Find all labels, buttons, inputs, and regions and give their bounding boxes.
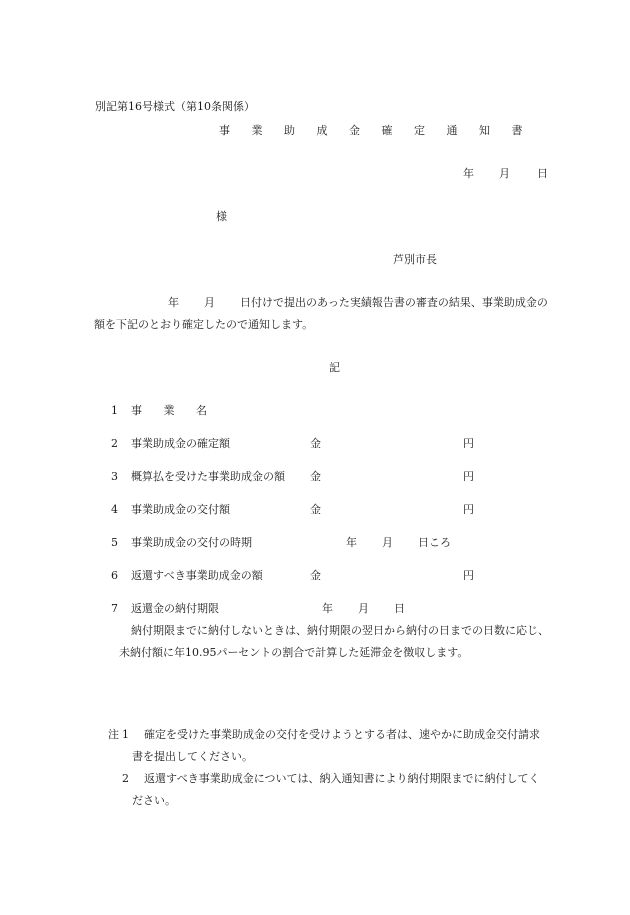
- issuer: 芦別市長: [393, 253, 437, 266]
- document-title: 事 業 助 成 金 確 定 通 知 書: [219, 124, 532, 137]
- item-7-year: 年: [322, 602, 333, 615]
- item-4-number: 4: [111, 503, 118, 516]
- item-3-kin: 金: [310, 470, 321, 483]
- addressee: 様: [216, 210, 227, 223]
- item-5-month: 月: [382, 536, 393, 549]
- item-2-number: 2: [111, 437, 118, 450]
- item-3-number: 3: [111, 470, 118, 483]
- item-7-number: 7: [111, 602, 118, 615]
- body-text-line1: 日付けで提出のあった実績報告書の審査の結果、事業助成金の: [240, 296, 548, 309]
- item-6-label: 返還すべき事業助成金の額: [131, 569, 263, 582]
- item-5-label: 事業助成金の交付の時期: [131, 536, 252, 549]
- item-2-label: 事業助成金の確定額: [131, 437, 230, 450]
- item-4-kin: 金: [310, 503, 321, 516]
- note-2-number: 2: [122, 772, 129, 785]
- item-5-year: 年: [346, 536, 357, 549]
- item-4-label: 事業助成金の交付額: [131, 503, 230, 516]
- item-3-label: 概算払を受けた事業助成金の額: [131, 470, 285, 483]
- date-day: 日: [537, 167, 548, 180]
- note-1-line2: 書を提出してください。: [132, 750, 253, 763]
- item-3-yen: 円: [463, 470, 474, 483]
- item-7-day: 日: [394, 602, 405, 615]
- note-2-line1: 返還すべき事業助成金については、納入通知書により納付期限までに納付してく: [144, 772, 540, 785]
- item-1-number: 1: [111, 404, 118, 417]
- note-1-line1: 確定を受けた事業助成金の交付を受けようとする者は、速やかに助成金交付請求: [144, 728, 540, 741]
- item-2-kin: 金: [310, 437, 321, 450]
- date-month: 月: [499, 167, 510, 180]
- form-number: 別記第16号様式（第10条関係）: [95, 100, 255, 113]
- item-6-number: 6: [111, 569, 118, 582]
- item-5-number: 5: [111, 536, 118, 549]
- item-7-note-line1: 納付期限までに納付しないときは、納付期限の翌日から納付の日までの日数に応じ、: [131, 624, 549, 637]
- item-2-yen: 円: [463, 437, 474, 450]
- note-2-line2: ださい。: [132, 794, 176, 807]
- ki-heading: 記: [329, 361, 340, 374]
- body-month: 月: [204, 296, 215, 309]
- item-4-yen: 円: [463, 503, 474, 516]
- item-5-day: 日ころ: [418, 536, 451, 549]
- item-1-label: 事 業 名: [131, 404, 216, 417]
- item-7-note-line2: 未納付額に年10.95パーセントの割合で計算した延滞金を徴収します。: [119, 646, 469, 659]
- body-text-line2: 額を下記のとおり確定したので通知します。: [94, 318, 314, 331]
- notes-head: 注: [108, 728, 119, 741]
- item-6-yen: 円: [463, 569, 474, 582]
- item-7-label: 返還金の納付期限: [131, 602, 219, 615]
- body-year: 年: [168, 296, 179, 309]
- item-7-month: 月: [358, 602, 369, 615]
- item-6-kin: 金: [310, 569, 321, 582]
- note-1-number: 1: [122, 728, 129, 741]
- date-year: 年: [463, 167, 474, 180]
